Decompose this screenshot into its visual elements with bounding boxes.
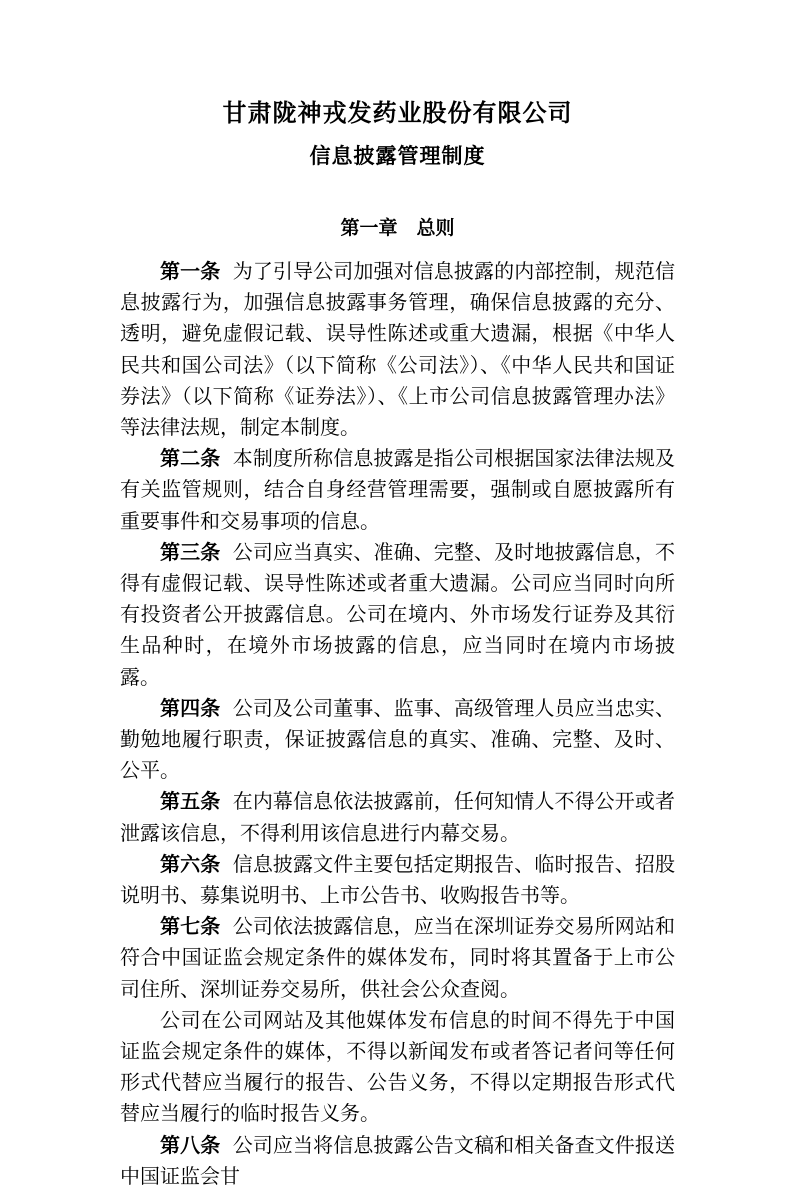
article-paragraph-2 — [120, 444, 675, 538]
article-6-label: 第六条 — [160, 853, 221, 876]
article-5-label: 第五条 — [160, 791, 221, 814]
article-3-text: 公司应当真实、准确、完整、及时地披露信息，不得有虚假记载、误导性陈述或者重大遗漏。公司应当同时向所有投资者公开披露信息。公司在境内、外市场发行证券及其衍生品种时，在境外市场披露的信息，应当同时在境内市场披露。 — [120, 541, 676, 689]
article-4-label: 第四条 — [160, 697, 221, 720]
article-7-label: 第七条 — [160, 916, 221, 939]
article-paragraph-7 — [120, 912, 675, 1006]
article-8-text: 公司应当将信息披露公告文稿和相关备查文件报送中国证监会甘 — [120, 1134, 676, 1188]
article-7b-text: 公司在公司网站及其他媒体发布信息的时间不得先于中国证监会规定条件的媒体，不得以新闻发布或者答记者问等任何形式代替应当履行的报告、公告义务，不得以定期报告形式代替应当履行的临时报告义务。 — [120, 1009, 675, 1126]
article-paragraph-4 — [120, 694, 675, 788]
article-2-text: 本制度所称信息披露是指公司根据国家法律法规及有关监管规则，结合自身经营管理需要，强制或自愿披露所有重要事件和交易事项的信息。 — [120, 448, 676, 533]
article-1-label: 第一条 — [160, 261, 221, 283]
article-3-label: 第三条 — [160, 541, 221, 564]
article-8-label: 第八条 — [160, 1134, 221, 1157]
article-7-text: 公司依法披露信息，应当在深圳证券交易所网站和符合中国证监会规定条件的媒体发布，同时将其置备于上市公司住所、深圳证券交易所，供社会公众查阅。 — [120, 916, 676, 1001]
article-paragraph-1 — [120, 257, 675, 444]
article-paragraph-7-continued — [120, 1006, 675, 1131]
article-2-label: 第二条 — [160, 448, 221, 471]
document-body — [120, 257, 675, 1193]
article-1-text: 为了引导公司加强对信息披露的内部控制，规范信息披露行为，加强信息披露事务管理，确保信息披露的充分、透明，避免虚假记载、误导性陈述或重大遗漏，根据《中华人民共和国公司法》（以下简称《公司法》）、《中华人民共和国证券法》（以下简称《证券法》）、《上市公司信息披露管理办法》等法律法规，制定本制度。 — [120, 261, 676, 440]
article-5-text: 在内幕信息依法披露前，任何知情人不得公开或者泄露该信息，不得利用该信息进行内幕交易。 — [120, 791, 676, 845]
article-6-text: 信息披露文件主要包括定期报告、临时报告、招股说明书、募集说明书、上市公告书、收购报告书等。 — [120, 853, 676, 908]
article-paragraph-6 — [120, 850, 675, 912]
article-paragraph-5 — [120, 787, 675, 849]
document-subtitle: 信息披露管理制度 — [309, 145, 486, 168]
document-title: 甘肃陇神戎发药业股份有限公司 — [222, 100, 573, 127]
article-4-text: 公司及公司董事、监事、高级管理人员应当忠实、勤勉地履行职责，保证披露信息的真实、准确、完整、及时、公平。 — [120, 697, 676, 783]
article-paragraph-3 — [120, 538, 675, 694]
chapter-heading: 第一章 总则 — [340, 218, 455, 239]
article-paragraph-8 — [120, 1131, 675, 1193]
